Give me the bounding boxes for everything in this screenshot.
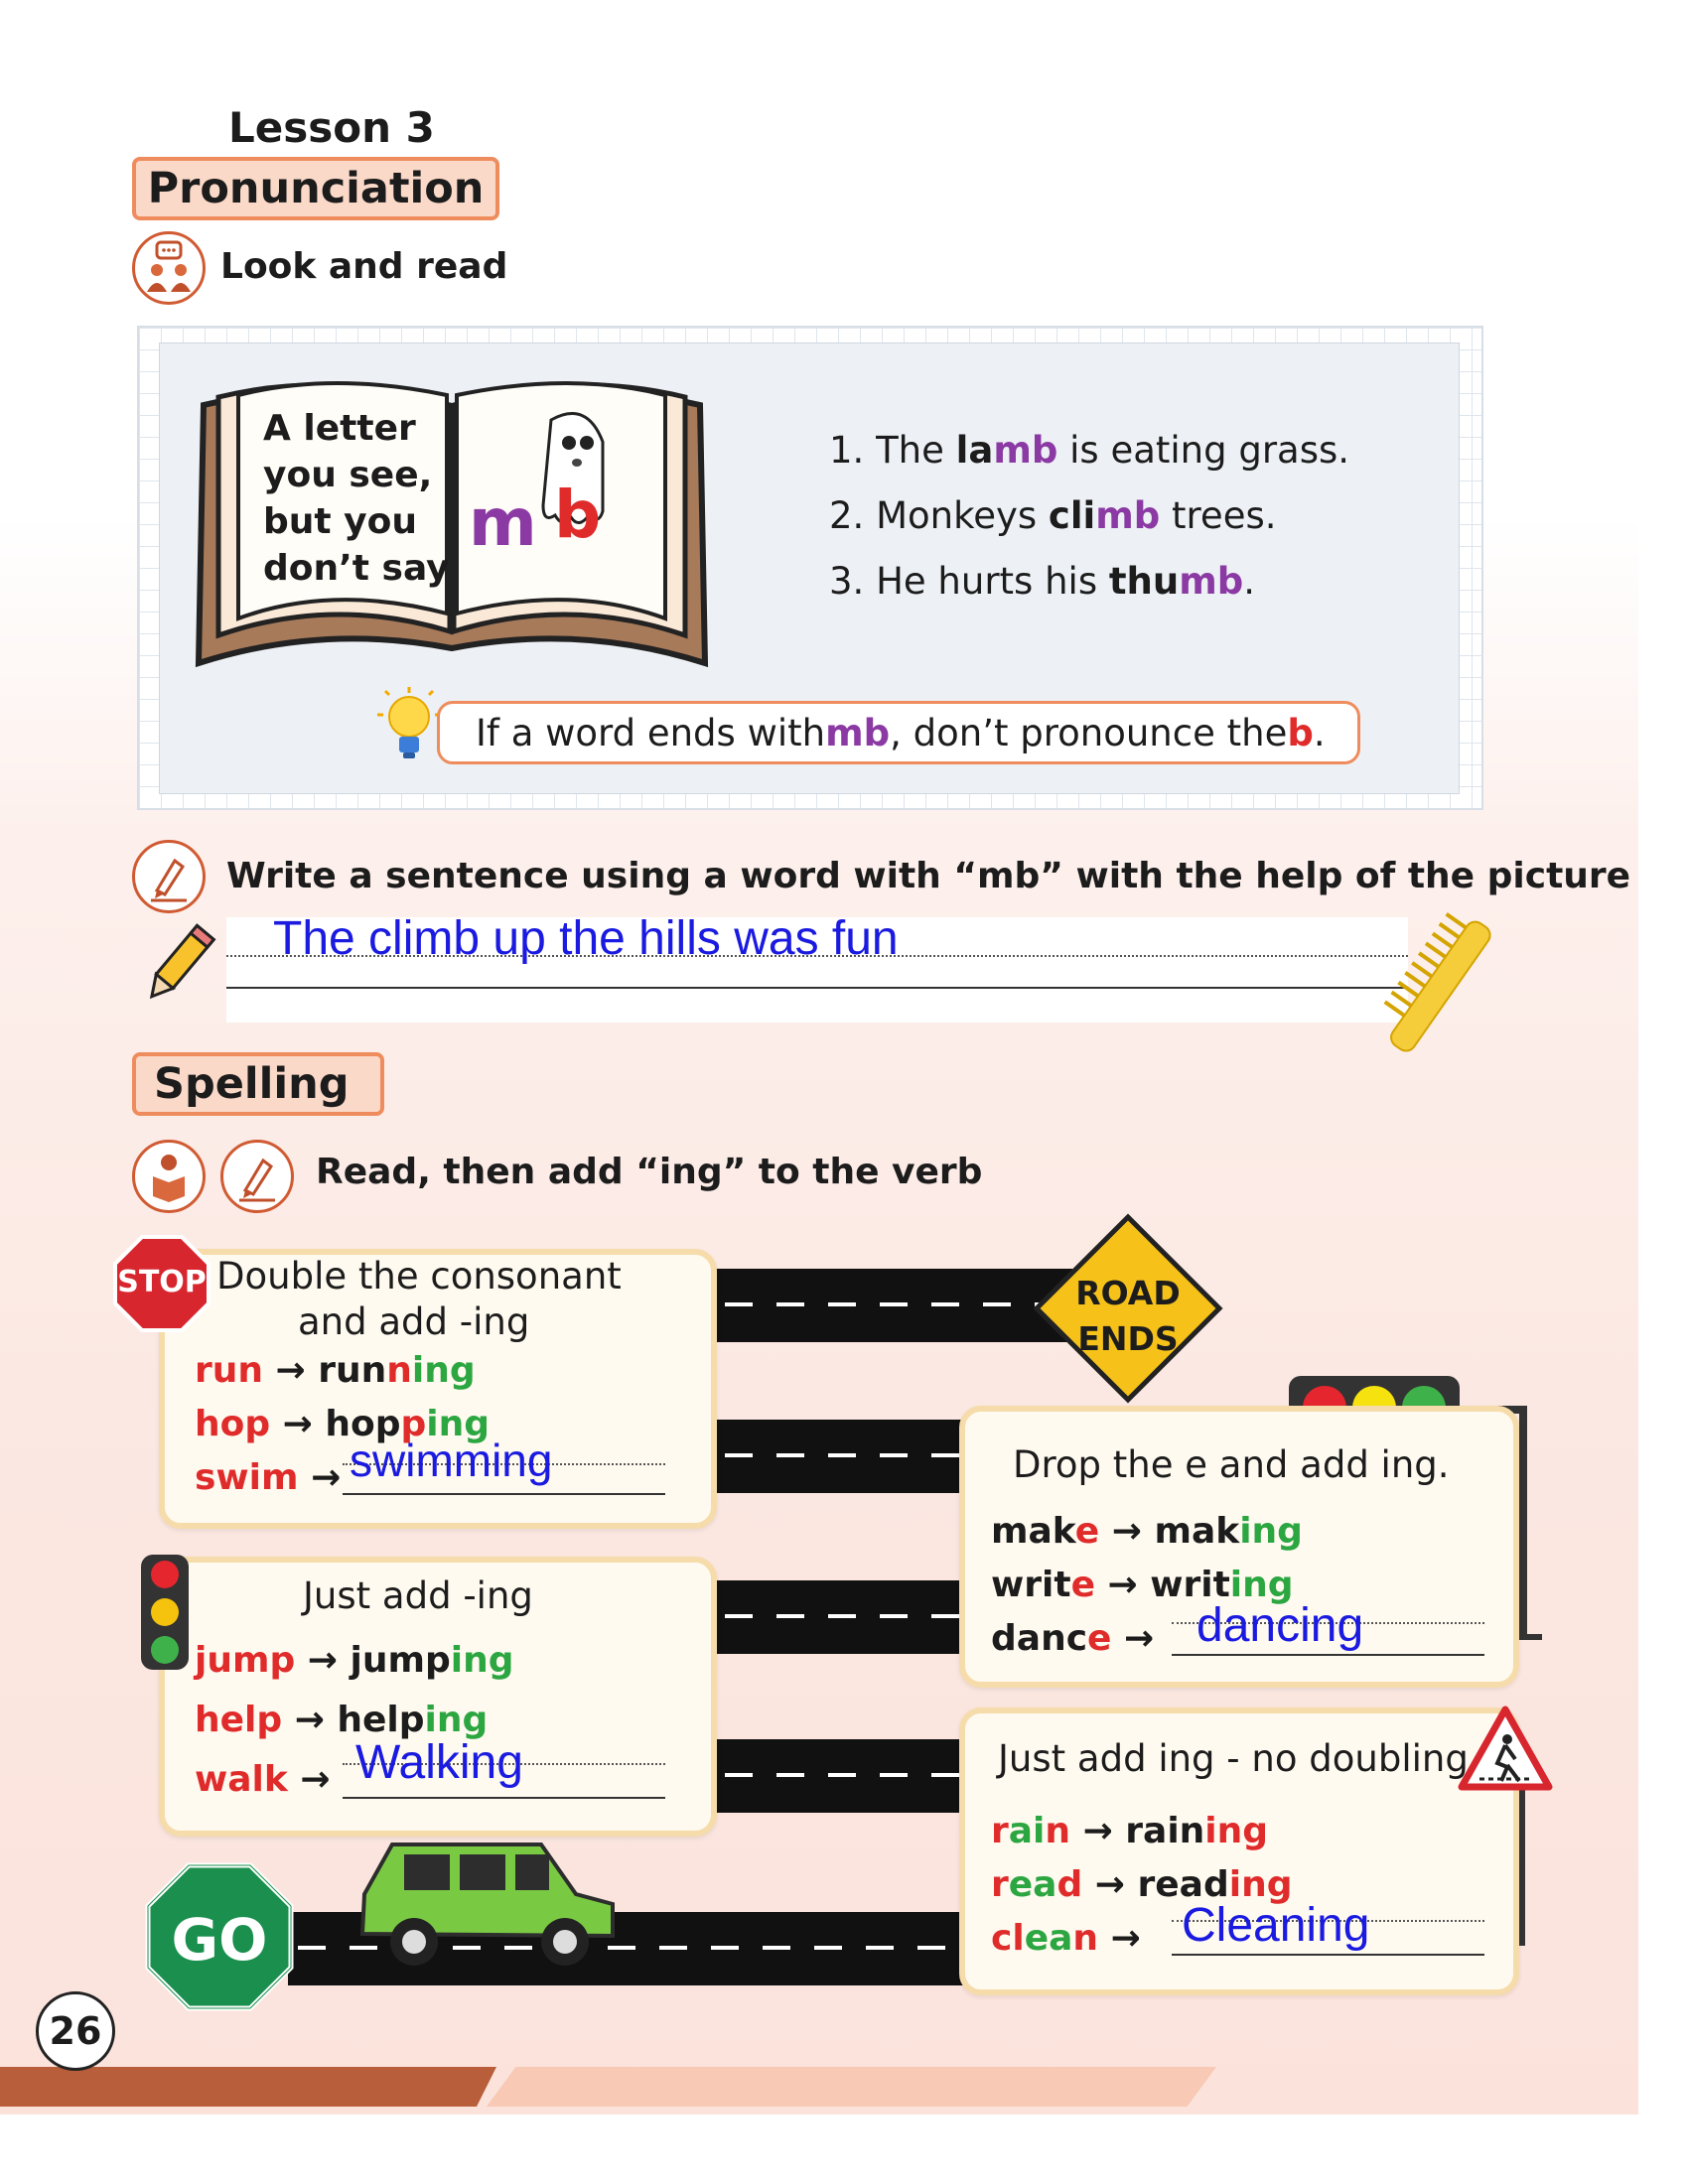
- look-read-instruction: Look and read: [220, 246, 508, 287]
- base-verb: jump: [195, 1640, 296, 1681]
- arrow: →: [1094, 1565, 1151, 1605]
- arrow: →: [1070, 1811, 1126, 1851]
- answer-line: [1172, 1654, 1484, 1656]
- tip-box: [437, 701, 1360, 764]
- sentence-post: .: [1243, 560, 1256, 603]
- stem: read: [1137, 1864, 1229, 1905]
- arrow: →: [270, 1404, 326, 1444]
- stem: hop: [325, 1404, 401, 1444]
- book-line: A letter: [263, 408, 416, 449]
- vowel-pair: ea: [1024, 1918, 1073, 1959]
- silent-e: e: [1074, 1511, 1100, 1552]
- rule-heading: Double the consonant: [216, 1255, 622, 1297]
- sentence-post: trees.: [1160, 494, 1277, 537]
- sentence-number: 3.: [829, 560, 877, 603]
- vowel-pair: ai: [1008, 1811, 1046, 1851]
- footer-bar-light: [487, 2067, 1216, 2107]
- doubled-letter: n: [386, 1350, 412, 1391]
- write-answer[interactable]: The climb up the hills was fun: [273, 912, 899, 965]
- sentence-1: [829, 429, 1349, 472]
- word-row: [195, 1700, 488, 1740]
- word-row-question: [195, 1457, 341, 1498]
- comb-illustration: [1380, 911, 1499, 1064]
- rule-heading: Just add -ing: [303, 1574, 533, 1617]
- footer-bar: [0, 2067, 496, 2107]
- stop-sign-label: STOP: [117, 1265, 207, 1299]
- stem: rain: [1125, 1811, 1205, 1851]
- sentence-number: 2.: [829, 494, 877, 537]
- arrow: →: [282, 1700, 338, 1740]
- book-line: you see,: [263, 455, 433, 495]
- word-row: [991, 1811, 1268, 1851]
- ing-suffix: ing: [426, 1404, 491, 1444]
- car-icon: [352, 1825, 621, 1978]
- rule-heading: Drop the e and add ing.: [1013, 1443, 1450, 1486]
- word-row: [195, 1640, 513, 1681]
- road-segment: [715, 1269, 1072, 1342]
- sentence-3: [829, 560, 1255, 603]
- spelling-instruction: Read, then add “ing” to the verb: [316, 1152, 983, 1192]
- word-row-question: [991, 1918, 1141, 1959]
- arrow: →: [263, 1350, 319, 1391]
- silent-e: e: [1087, 1618, 1112, 1659]
- traffic-light-icon: [131, 1553, 199, 1676]
- word-mb: mb: [1095, 494, 1161, 537]
- base-verb: help: [195, 1700, 283, 1740]
- rule-heading: and add -ing: [298, 1300, 530, 1343]
- silent-e: e: [1070, 1565, 1095, 1605]
- word-row: [195, 1350, 476, 1391]
- sentence-pre: The: [876, 429, 956, 472]
- stem: help: [337, 1700, 425, 1740]
- book-line: don’t say: [263, 548, 450, 589]
- ing-suffix: ing: [411, 1350, 476, 1391]
- base-verb: d: [1056, 1864, 1083, 1905]
- arrow: →: [1098, 1918, 1141, 1959]
- road-segment: [715, 1739, 973, 1813]
- ing-suffix: ing: [1228, 1864, 1293, 1905]
- answer-line: [1172, 1954, 1484, 1956]
- ing-suffix: ing: [450, 1640, 514, 1681]
- road-segment: [715, 1580, 973, 1654]
- book-letter-m: m: [469, 484, 537, 561]
- rule-heading: Just add ing - no doubling: [998, 1737, 1469, 1780]
- base-verb: walk: [195, 1759, 288, 1800]
- road-ends-line: ROAD: [1075, 1274, 1181, 1312]
- arrow: →: [1111, 1618, 1155, 1659]
- base-verb: r: [991, 1811, 1009, 1851]
- base-verb: n: [1045, 1811, 1071, 1851]
- section-spelling: Spelling: [132, 1052, 384, 1116]
- base-verb: mak: [991, 1511, 1075, 1552]
- sentence-post: is eating grass.: [1057, 429, 1350, 472]
- pedestrian-crossing-sign-icon: [1458, 1706, 1553, 1795]
- right-pole: [1519, 1414, 1527, 1637]
- write-instruction: Write a sentence using a word with “mb” with the help of the picture: [226, 856, 1631, 896]
- lesson-title: Lesson 3: [228, 103, 435, 152]
- word-stem: thu: [1108, 560, 1180, 603]
- word-stem: la: [955, 429, 994, 472]
- word-stem: cli: [1048, 494, 1096, 537]
- page-number: 26: [36, 1991, 115, 2071]
- answer-swim[interactable]: swimming: [350, 1434, 553, 1486]
- arrow: →: [287, 1759, 331, 1800]
- word-mb: mb: [1179, 560, 1244, 603]
- word-mb: mb: [993, 429, 1058, 472]
- base-verb: swim: [195, 1457, 299, 1498]
- go-sign-label: GO: [171, 1906, 268, 1974]
- pencil-icon: [132, 840, 206, 913]
- arrow: →: [1099, 1511, 1155, 1552]
- road-segment: [715, 1420, 973, 1493]
- pencil-icon: [220, 1140, 294, 1213]
- tip-text: If a word ends with: [476, 711, 826, 754]
- ing-suffix: ing: [1239, 1511, 1303, 1552]
- word-row-question: [195, 1759, 331, 1800]
- book-letter-b: b: [554, 477, 602, 553]
- base-verb: cl: [991, 1918, 1025, 1959]
- tip-mb: mb: [825, 711, 891, 754]
- ing-suffix: ing: [1229, 1565, 1294, 1605]
- sentence-pre: He hurts his: [876, 560, 1109, 603]
- vowel-pair: ea: [1008, 1864, 1057, 1905]
- stem: run: [318, 1350, 387, 1391]
- tip-text: .: [1313, 711, 1326, 754]
- base-verb: writ: [991, 1565, 1071, 1605]
- arrow: →: [295, 1640, 351, 1681]
- road-ends-label: [1033, 1271, 1223, 1362]
- stem: mak: [1154, 1511, 1240, 1552]
- sentence-pre: Monkeys: [876, 494, 1049, 537]
- stem: writ: [1150, 1565, 1230, 1605]
- discussion-icon: [132, 231, 206, 305]
- word-row-question: [991, 1618, 1154, 1659]
- ing-suffix: ing: [1204, 1811, 1269, 1851]
- book-line: but you: [263, 501, 417, 542]
- base-line: [226, 987, 1408, 989]
- tip-b: b: [1287, 711, 1314, 754]
- pencil-illustration: [139, 923, 218, 1013]
- sentence-2: [829, 494, 1277, 537]
- answer-clean[interactable]: Cleaning: [1182, 1899, 1370, 1952]
- answer-line: [343, 1797, 665, 1799]
- reading-person-icon: [132, 1140, 206, 1213]
- arrow: →: [1082, 1864, 1138, 1905]
- base-verb: run: [195, 1350, 264, 1391]
- base-verb: hop: [195, 1404, 271, 1444]
- arrow: →: [298, 1457, 342, 1498]
- lightbulb-icon: [377, 685, 441, 772]
- section-pronunciation: Pronunciation: [132, 157, 499, 220]
- base-verb: danc: [991, 1618, 1088, 1659]
- sentence-number: 1.: [829, 429, 877, 472]
- tip-text: , don’t pronounce the: [890, 711, 1288, 754]
- book-text: [263, 405, 450, 592]
- doubled-letter: p: [400, 1404, 427, 1444]
- word-row: [991, 1511, 1303, 1552]
- answer-dance[interactable]: dancing: [1196, 1599, 1364, 1652]
- answer-walk[interactable]: Walking: [355, 1736, 523, 1789]
- base-verb: n: [1072, 1918, 1099, 1959]
- base-verb: r: [991, 1864, 1009, 1905]
- ing-suffix: ing: [424, 1700, 489, 1740]
- answer-line: [343, 1493, 665, 1495]
- road-ends-line: ENDS: [1077, 1319, 1179, 1358]
- stem: jump: [350, 1640, 451, 1681]
